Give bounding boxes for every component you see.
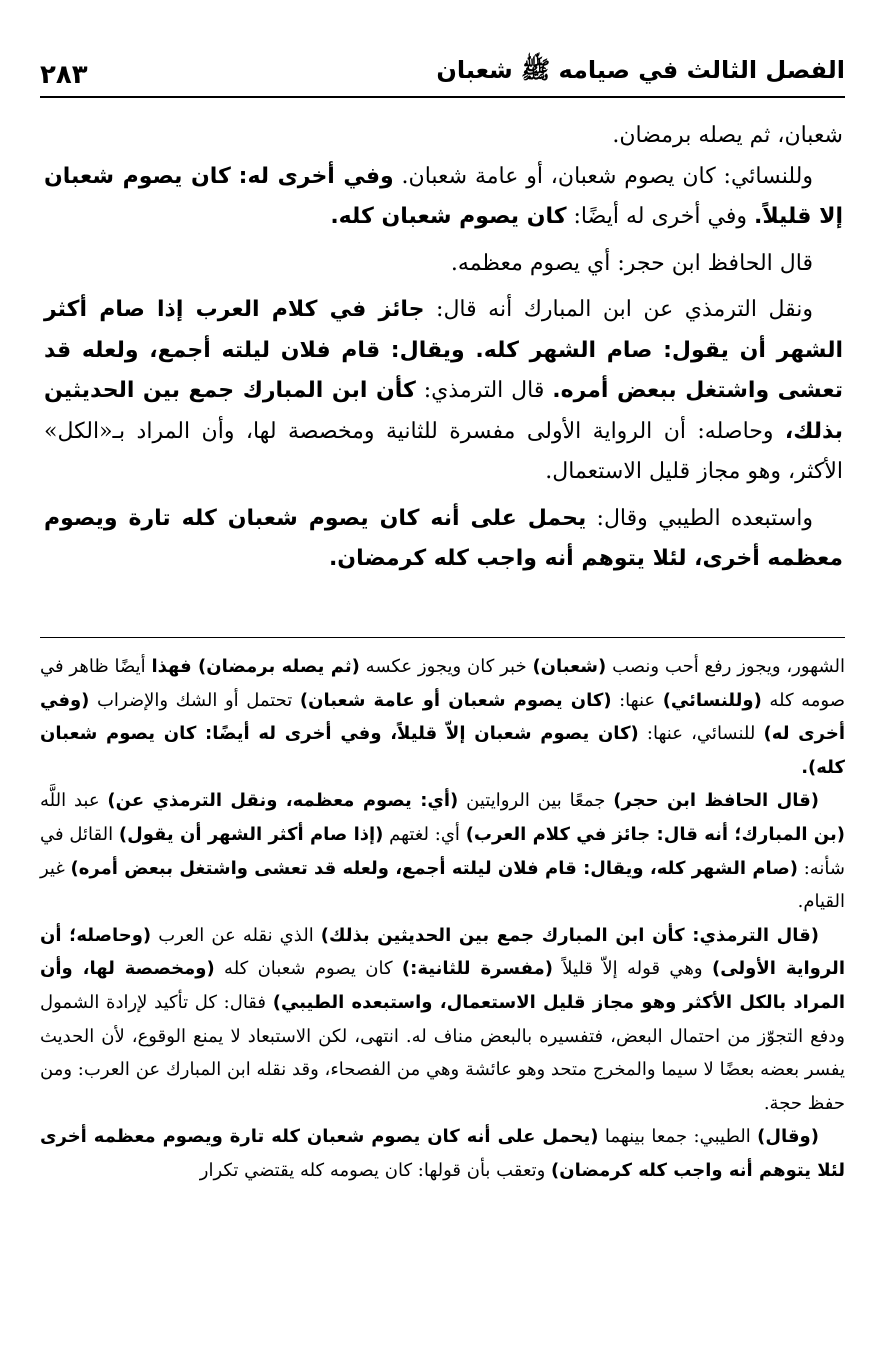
bold-run: (بن المبارك؛ أنه قال: جائز في كلام العرب)	[465, 823, 845, 845]
main-paragraph-1	[44, 116, 843, 157]
bold-run: (كان يصوم شعبان أو عامة شعبان)	[299, 689, 612, 711]
text-run: جمعًا بين الروايتين	[458, 790, 614, 812]
commentary-text	[40, 650, 845, 1188]
bold-run: (ومخصصة لها، وأن المراد بالكل الأكثر وهو مجاز قليل الاستعمال، واستبعده الطيبي)	[40, 958, 846, 1013]
text-run: الشهور، ويجوز رفع أحب ونصب	[606, 656, 845, 677]
text-run: عنها:	[611, 689, 663, 711]
text-run: فقال: كل تأكيد لإرادة الشمول ودفع التجوّز من احتمال البعض، فتفسيره بالبعض مناف له. انتهى، لكن الاستبعاد لا يمنع الوقوع، لأن الحديث يفسر بعضه بعضًا لا سيما والمخرج متحد وهو عائشة وهي من الفصحاء، وقد نقله ابن المبارك عن العرب: ومن حفظ حجة.	[40, 991, 845, 1114]
commentary-paragraph-3	[40, 919, 845, 1121]
bold-run: (وقال)	[757, 1126, 819, 1148]
text-run	[231, 164, 239, 189]
text-run: الذي نقله عن العرب	[151, 924, 321, 946]
main-text	[44, 116, 843, 580]
running-title: الفصل الثالث في صيامه ﷺ شعبان	[436, 56, 845, 84]
text-run: القائل في شأنه:	[40, 823, 845, 879]
bold-run: (إذا صام أكثر الشهر أن يقول)	[118, 823, 384, 845]
text-run: تحتمل أو الشك والإضراب	[89, 689, 300, 711]
text-run: للنسائي، عنها:	[638, 723, 764, 745]
bold-run: (قال الحافظ ابن حجر)	[613, 790, 819, 812]
commentary-paragraph-4	[40, 1120, 845, 1187]
bold-run: جائز في كلام العرب إذا صام أكثر الشهر أن يقول: صام الشهر كله. ويقال: قام فلان ليلته أجمع، ولعله قد تعشى واشتغل ببعض أمره.	[44, 297, 844, 403]
text-run: أيضًا ظاهر في صومه كله	[40, 656, 846, 711]
header-rule	[40, 96, 845, 98]
bold-run: (ثم يصله برمضان) فهذا	[151, 656, 360, 677]
bold-run: (أي: يصوم معظمه، ونقل الترمذي عن)	[107, 790, 459, 812]
bold-run: (شعبان)	[532, 656, 607, 677]
main-paragraph-4	[44, 290, 843, 493]
text-run: الطيبي: جمعا بينهما	[598, 1126, 758, 1148]
bold-run: كان يصوم شعبان إلا قليلاً.	[44, 163, 843, 229]
bold-run: (صام الشهر كله، ويقال: قام فلان ليلته أجمع، ولعله قد تعشى واشتغل ببعض أمره)	[70, 857, 798, 879]
bold-run: كان يصوم شعبان كله.	[330, 204, 567, 229]
text-run: قال الحافظ ابن حجر: أي يصوم معظمه.	[450, 250, 813, 276]
bold-run: يحمل على أنه كان يصوم شعبان كله تارة ويصوم معظمه أخرى، لئلا يتوهم أنه واجب كله كرمضان.	[44, 505, 843, 571]
text-run: شعبان، ثم يصله برمضان.	[612, 123, 843, 148]
bold-run: (قال الترمذي: كأن ابن المبارك جمع بين الحديثين بذلك)	[320, 924, 819, 946]
text-run: وتعقب بأن قولها: كان يصومه كله يقتضي تكرار	[199, 1159, 552, 1181]
text-run: ونقل الترمذي عن ابن المبارك أنه قال:	[424, 297, 813, 322]
main-paragraph-3	[44, 244, 843, 285]
text-run: قال الترمذي:	[415, 378, 553, 403]
bold-run: (وفي أخرى له)	[40, 689, 846, 745]
text-run: كان يصوم شعبان كله	[214, 958, 402, 980]
main-paragraph-5	[44, 499, 843, 580]
main-paragraph-2	[44, 157, 843, 238]
bold-run: (يحمل على أنه كان يصوم شعبان كله تارة ويصوم معظمه أخرى لئلا يتوهم أنه واجب كله كرمضان)	[40, 1126, 845, 1181]
commentary-paragraph-2	[40, 784, 845, 918]
page-header	[40, 42, 845, 90]
bold-run: (مفسرة للثانية:)	[401, 958, 553, 980]
text-run: أي: لغتهم	[383, 823, 466, 845]
text-run: وفي أخرى له أيضًا:	[566, 204, 754, 229]
text-run: غير القيام.	[40, 857, 845, 913]
text-run: وللنسائي: كان يصوم شعبان، أو عامة شعبان.	[393, 163, 813, 189]
bold-run: كأن ابن المبارك جمع بين الحديثين بذلك،	[44, 378, 843, 444]
commentary-paragraph-1	[40, 650, 845, 784]
text-run: خبر كان ويجوز عكسه	[359, 656, 533, 677]
bold-run: (وحاصله؛ أن الرواية الأولى)	[40, 924, 845, 980]
bold-run: وفي أخرى له:	[238, 163, 394, 189]
bold-run: (وللنسائي)	[662, 689, 762, 711]
bold-run: (كان يصوم شعبان إلاّ قليلاً، وفي أخرى له أيضًا: كان يصوم شعبان كله).	[40, 723, 845, 778]
text-run: وهي قوله إلاّ قليلاً	[552, 958, 712, 980]
text-run: واستبعده الطيبي وقال:	[586, 505, 813, 531]
footnote-rule	[40, 637, 845, 638]
page-number: ٢٨٣	[40, 60, 88, 90]
text-run: وحاصله: أن الرواية الأولى مفسرة للثانية ومخصصة لها، وأن المراد بـ«الكل» الأكثر، وهو مجاز قليل الاستعمال.	[44, 418, 843, 484]
text-run: عبد اللَّه	[40, 790, 108, 812]
